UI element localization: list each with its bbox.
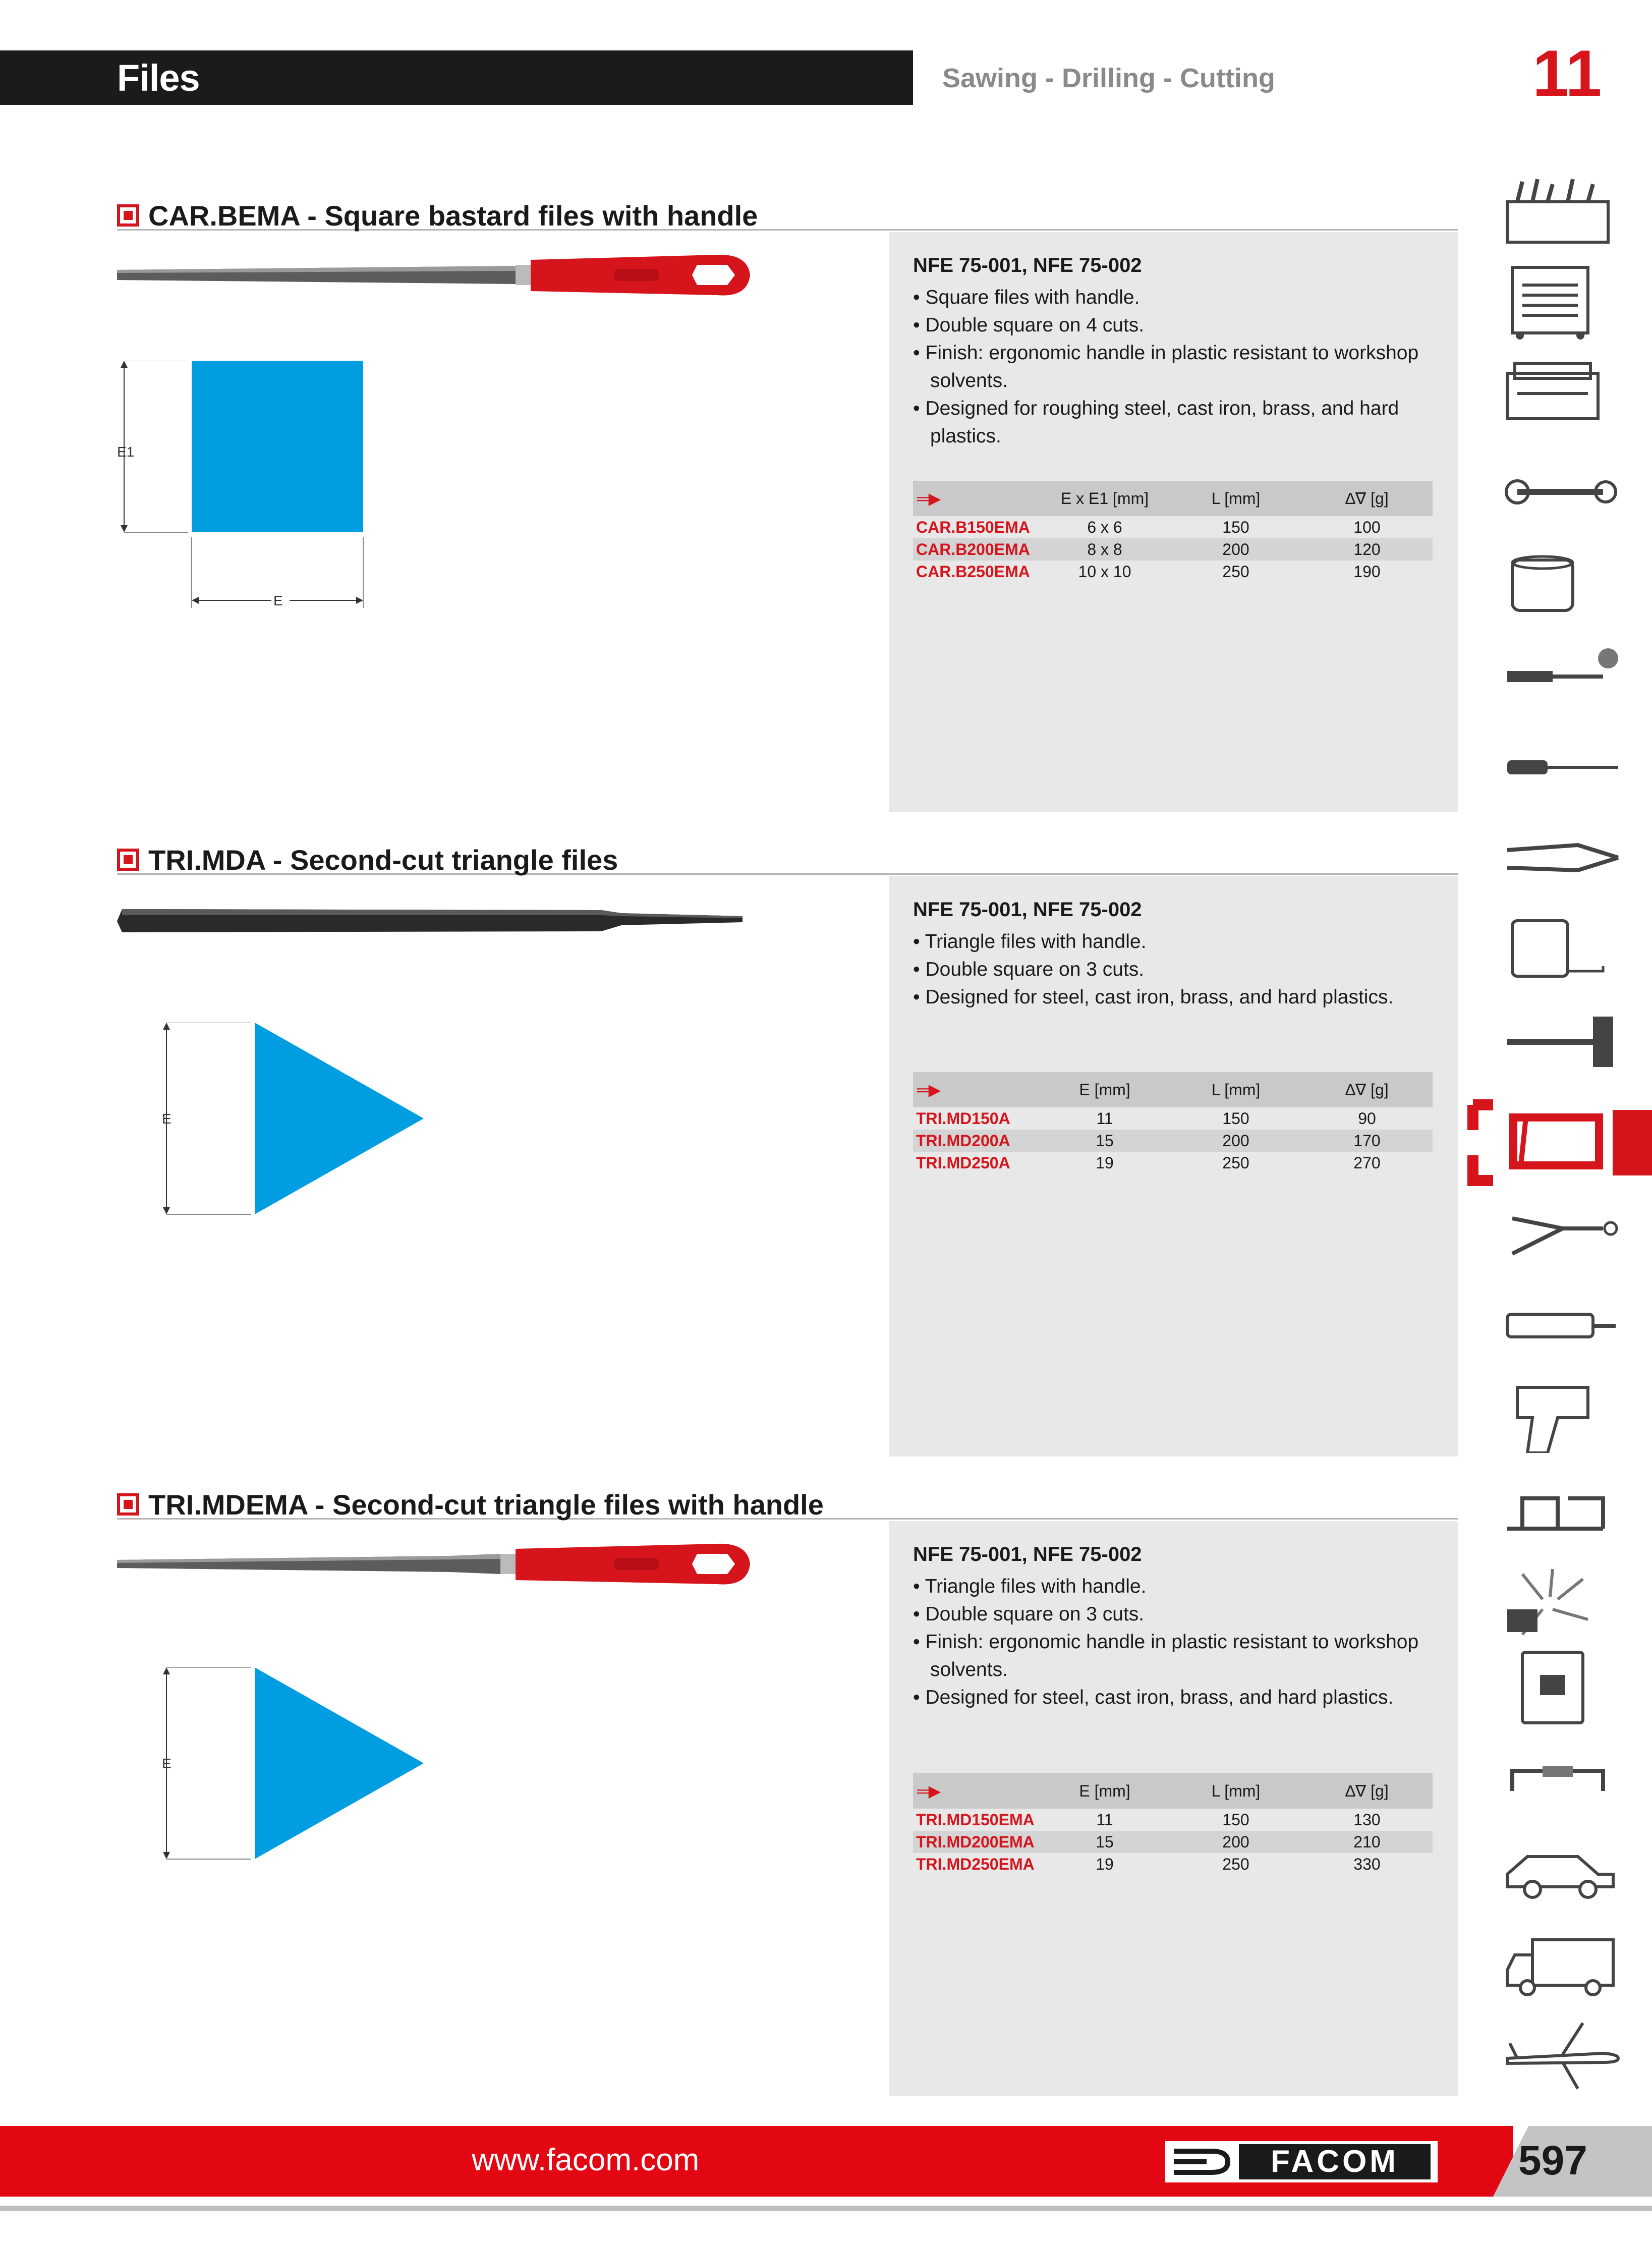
cell-weight: 270	[1353, 1154, 1381, 1172]
bullet-square-icon	[117, 849, 139, 871]
cell-length: 150	[1222, 518, 1249, 536]
spec-panel	[889, 876, 1458, 1456]
column-header: L [mm]	[1170, 1773, 1301, 1809]
wrench-icon[interactable]	[1502, 454, 1623, 530]
table-row	[913, 560, 1433, 583]
column-header: ∆∇ [g]	[1301, 481, 1433, 516]
electrical-breaker-icon[interactable]	[1502, 1650, 1623, 1725]
column-header: E [mm]	[1039, 1773, 1170, 1809]
bus-bar-icon[interactable]	[1502, 1746, 1623, 1821]
ratchet-icon[interactable]	[1502, 638, 1623, 714]
table-header-row	[913, 1072, 1433, 1107]
dim-label-e: E	[162, 1756, 172, 1771]
facom-logo-icon: ═▶	[913, 481, 1039, 516]
feature-list	[913, 284, 1448, 450]
car-icon[interactable]	[1502, 1836, 1623, 1912]
bullet-square-icon	[117, 204, 139, 227]
triangle-file-image	[117, 899, 773, 944]
facom-brand-logo	[1165, 2141, 1438, 2182]
cell-dim: 8 x 8	[1039, 538, 1170, 560]
spec-panel	[889, 232, 1458, 812]
table-row	[913, 1152, 1433, 1174]
section-car-bema	[0, 199, 1458, 820]
table-row	[913, 1831, 1433, 1853]
feature-item: • Designed for steel, cast iron, brass, and hard plastics.	[913, 1684, 1448, 1711]
column-header: E x E1 [mm]	[1039, 481, 1170, 516]
brand-name: FACOM	[1236, 2141, 1434, 2182]
tool-drawer-icon[interactable]	[1502, 353, 1623, 429]
cell-length: 150	[1222, 1109, 1249, 1128]
website-link[interactable]: www.facom.com	[472, 2143, 700, 2177]
column-header: ∆∇ [g]	[1301, 1773, 1433, 1809]
feature-item: • Finish: ergonomic handle in plastic resistant to workshop solvents.	[913, 339, 1448, 395]
section-tri-mdema	[0, 1488, 1458, 2104]
facom-logo-icon: ═▶	[913, 1773, 1039, 1809]
standard-text: NFE 75-001, NFE 75-002	[913, 254, 1142, 276]
table-row	[913, 1853, 1433, 1875]
van-icon[interactable]	[1502, 1930, 1623, 2005]
standard-text: NFE 75-001, NFE 75-002	[913, 899, 1142, 921]
page-title: Files	[117, 57, 200, 99]
product-reference[interactable]: TRI.MD150A	[916, 1109, 1010, 1128]
cell-weight: 330	[1353, 1855, 1381, 1873]
feature-item: • Square files with handle.	[913, 284, 1448, 311]
table-header-row	[913, 1773, 1433, 1809]
square-file-with-handle-image	[117, 245, 773, 310]
product-reference[interactable]: CAR.B150EMA	[916, 518, 1030, 536]
product-reference[interactable]: TRI.MD200EMA	[913, 1831, 1039, 1853]
spec-panel	[889, 1521, 1458, 2096]
cell-dim: 15	[1039, 1831, 1170, 1853]
column-header: E [mm]	[1039, 1072, 1170, 1107]
product-reference[interactable]: TRI.MD250A	[916, 1154, 1010, 1172]
table-row	[913, 1130, 1433, 1152]
table-row	[913, 538, 1433, 560]
triangle-profile-diagram	[151, 1667, 434, 1879]
facom-logo-icon: ═▶	[913, 1072, 1039, 1107]
table-row	[913, 1809, 1433, 1831]
airplane-icon[interactable]	[1502, 2018, 1623, 2094]
footer-divider	[0, 2206, 1652, 2211]
dim-label-e: E	[273, 593, 283, 608]
section-title-row	[117, 844, 1458, 875]
chapter-number: 11	[1532, 36, 1602, 110]
feature-list	[913, 1573, 1448, 1711]
pliers-icon[interactable]	[1502, 820, 1623, 895]
standard-text: NFE 75-001, NFE 75-002	[913, 1543, 1142, 1565]
cell-weight: 90	[1358, 1109, 1376, 1128]
impact-wrench-icon[interactable]	[1502, 1377, 1623, 1453]
product-reference[interactable]: TRI.MD250EMA	[916, 1855, 1035, 1873]
product-reference[interactable]: TRI.MD200A	[913, 1130, 1039, 1152]
column-header: L [mm]	[1170, 1072, 1301, 1107]
cell-weight: 130	[1353, 1811, 1381, 1829]
column-header: ∆∇ [g]	[1301, 1072, 1433, 1107]
screwdriver-icon[interactable]	[1502, 729, 1623, 805]
feature-item: • Triangle files with handle.	[913, 1573, 1448, 1600]
cell-length: 150	[1222, 1811, 1249, 1829]
cell-dim: 11	[1096, 1811, 1113, 1829]
section-title-row	[117, 1488, 1458, 1520]
cell-dim: 11	[1096, 1109, 1113, 1128]
column-header: L [mm]	[1170, 481, 1301, 516]
puller-icon[interactable]	[1502, 1198, 1623, 1274]
vise-icon[interactable]	[1502, 1473, 1623, 1549]
product-table	[913, 1773, 1433, 1875]
feature-item: • Finish: ergonomic handle in plastic resistant to workshop solvents.	[913, 1628, 1448, 1684]
bullet-square-icon	[117, 1493, 139, 1516]
feature-list	[913, 928, 1448, 1011]
cell-length: 200	[1170, 1130, 1301, 1152]
feature-item: • Double square on 4 cuts.	[913, 311, 1448, 339]
cell-length: 250	[1222, 1154, 1249, 1172]
tool-cabinet-icon[interactable]	[1502, 265, 1623, 341]
cell-weight: 190	[1353, 563, 1381, 581]
triangle-file-with-handle-image	[117, 1534, 773, 1599]
section-title-row	[117, 199, 1458, 231]
cell-weight: 120	[1301, 538, 1433, 560]
safety-spark-icon[interactable]	[1502, 1564, 1623, 1640]
section-title: TRI.MDEMA - Second-cut triangle files with handle	[148, 1489, 824, 1521]
cell-dim: 19	[1096, 1855, 1114, 1873]
tape-measure-icon[interactable]	[1502, 911, 1623, 986]
section-title: CAR.BEMA - Square bastard files with handle	[148, 200, 758, 232]
product-table	[913, 481, 1433, 583]
table-row	[913, 1107, 1433, 1130]
feature-item: • Designed for steel, cast iron, brass, and hard plastics.	[913, 983, 1448, 1011]
feature-item: • Double square on 3 cuts.	[913, 1600, 1448, 1628]
square-profile-diagram	[115, 361, 382, 674]
facom-logo-icon	[1171, 2146, 1232, 2177]
socket-icon[interactable]	[1502, 545, 1623, 621]
cell-weight: 170	[1301, 1130, 1433, 1152]
section-tri-mda	[0, 844, 1458, 1464]
active-chapter-marker	[1613, 1110, 1652, 1175]
cell-length: 200	[1170, 538, 1301, 560]
product-reference[interactable]: CAR.B200EMA	[913, 538, 1039, 560]
table-header-row	[913, 481, 1433, 516]
cell-length: 250	[1222, 563, 1249, 581]
cell-dim: 6 x 6	[1087, 518, 1122, 536]
triangle-profile-diagram	[151, 1023, 434, 1235]
cell-length: 250	[1222, 1855, 1249, 1873]
page-number: 597	[1518, 2138, 1587, 2183]
cell-length: 200	[1170, 1831, 1301, 1853]
chapter-subtitle: Sawing - Drilling - Cutting	[942, 63, 1275, 93]
section-title: TRI.MDA - Second-cut triangle files	[148, 844, 618, 876]
toolbox-icon[interactable]	[1502, 177, 1623, 252]
cell-weight: 210	[1301, 1831, 1433, 1853]
hacksaw-icon[interactable]	[1463, 1095, 1614, 1191]
hammer-icon[interactable]	[1502, 1004, 1623, 1080]
torque-wrench-icon[interactable]	[1502, 1286, 1623, 1362]
cell-dim: 10 x 10	[1078, 563, 1131, 581]
product-table	[913, 1072, 1433, 1174]
cell-weight: 100	[1353, 518, 1381, 536]
cell-dim: 15	[1039, 1130, 1170, 1152]
feature-item: • Designed for roughing steel, cast iron, brass, and hard plastics.	[913, 395, 1448, 450]
table-row	[913, 516, 1433, 538]
feature-item: • Triangle files with handle.	[913, 928, 1448, 956]
dim-label-e1: E1	[117, 444, 135, 460]
feature-item: • Double square on 3 cuts.	[913, 956, 1448, 983]
product-reference[interactable]: CAR.B250EMA	[916, 563, 1030, 581]
dim-label-e: E	[162, 1111, 172, 1127]
product-reference[interactable]: TRI.MD150EMA	[916, 1811, 1035, 1829]
cell-dim: 19	[1096, 1154, 1114, 1172]
